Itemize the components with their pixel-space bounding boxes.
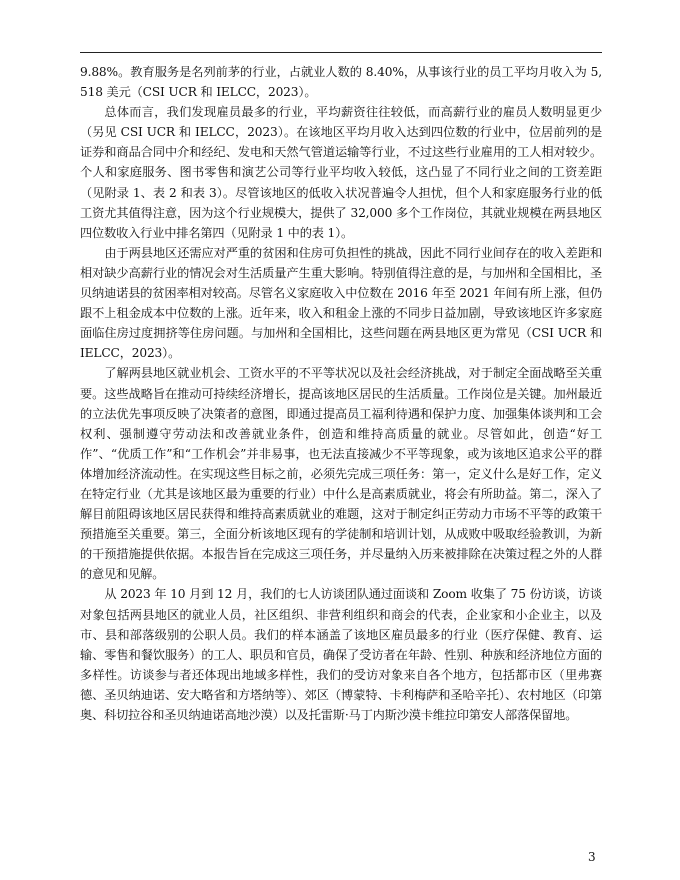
paragraph-interviews: 从 2023 年 10 月到 12 月，我们的七人访谈团队通过面谈和 Zoom 收集了 75 份访谈，访谈对象包括两县地区的就业人员，社区组织、非营利组织和商会的代表，企业家和小企业主，以及市、县和部落级别的公职人员。我们的样本涵盖了该地区雇员最多的行业（医疗保健、教育、运输、零售和餐饮服务）的工人、职员和官员，确保了受访者在年龄、性别、种族和经济地位方面的多样性。访谈参与者还体现出地域多样性，我们的受访对象来自各个地方，包括都市区（里弗赛德、圣贝纳迪诺、安大略省和方塔纳等）、郊区（博蒙特、卡利梅萨和圣哈辛托）、农村地区（印第奥、科切拉谷和圣贝纳迪诺高地沙漠）以及托雷斯·马丁内斯沙漠卡维拉印第安人部落保留地。	[80, 587, 602, 722]
paragraph-wage-gap: 总体而言，我们发现雇员最多的行业，平均薪资往往较低，而高薪行业的雇员人数明显更少（另见 CSI UCR 和 IELCC，2023）。在该地区平均月收入达到四位数的行业中，位居前列的是证券和商品合同中介和经纪、发电和天然气管道运输等行业，不过这些行业雇用的工人相对较少。个人和家庭服务、图书零售和演艺公司等行业平均收入较低，这凸显了不同行业之间的工资差距（见附录 1、表 2 和表 3）。尽管该地区的低收入状况普遍令人担忧，但个人和家庭服务行业的低工资尤其值得注意，因为这个行业规模大，提供了 32,000 多个工作岗位，其就业规模在两县地区四位数收入行业中排名第四（见附录 1 中的表 1）。	[80, 105, 602, 240]
document-body	[80, 62, 602, 725]
paragraph-continued: 9.88%。教育服务是名列前茅的行业，占就业人数的 8.40%，从事该行业的员工平均月收入为 5,518 美元（CSI UCR 和 IELCC，2023）。	[80, 65, 602, 100]
header-rule	[80, 52, 602, 53]
page-number: 3	[588, 850, 596, 864]
paragraph-strategy: 了解两县地区就业机会、工资水平的不平等状况以及社会经济挑战，对于制定全面战略至关重要。这些战略旨在推动可持续经济增长，提高该地区居民的生活质量。工作岗位是关键。加州最近的立法优先事项反映了决策者的意图，即通过提高员工福利待遇和保护力度、加强集体谈判和工会权利、强制遵守劳动法和改善就业条件，创造和维持高质量的就业。尽管如此，创造“好工作”、“优质工作”和“工作机会”并非易事，也无法直接减少不平等现象，或为该地区追求公平的群体增加经济流动性。在实现这些目标之前，必须先完成三项任务：第一，定义什么是好工作，定义在特定行业（尤其是该地区最为重要的行业）中什么是高素质就业，将会有所助益。第二，深入了解目前阻碍该地区居民获得和维持高素质就业的难题，这对于制定纠正劳动力市场不平等的政策干预措施至关重要。第三，全面分析该地区现有的学徒制和培训计划，从成败中吸取经验教训，为新的干预措施提供依据。本报告旨在完成这三项任务，并尽量纳入历来被排除在决策过程之外的人群的意见和见解。	[80, 366, 602, 582]
paragraph-poverty-housing: 由于两县地区还需应对严重的贫困和住房可负担性的挑战，因此不同行业间存在的收入差距和相对缺少高薪行业的情况会对生活质量产生重大影响。特别值得注意的是，与加州和全国相比，圣贝纳迪诺县的贫困率相对较高。尽管名义家庭收入中位数在 2016 年至 2021 年间有所上涨，但仍跟不上租金成本中位数的上涨。近年来，收入和租金上涨的不同步日益加剧，导致该地区许多家庭面临住房过度拥挤等住房问题。与加州和全国相比，这些问题在两县地区更为常见（CSI UCR 和 IELCC，2023）。	[80, 245, 602, 361]
